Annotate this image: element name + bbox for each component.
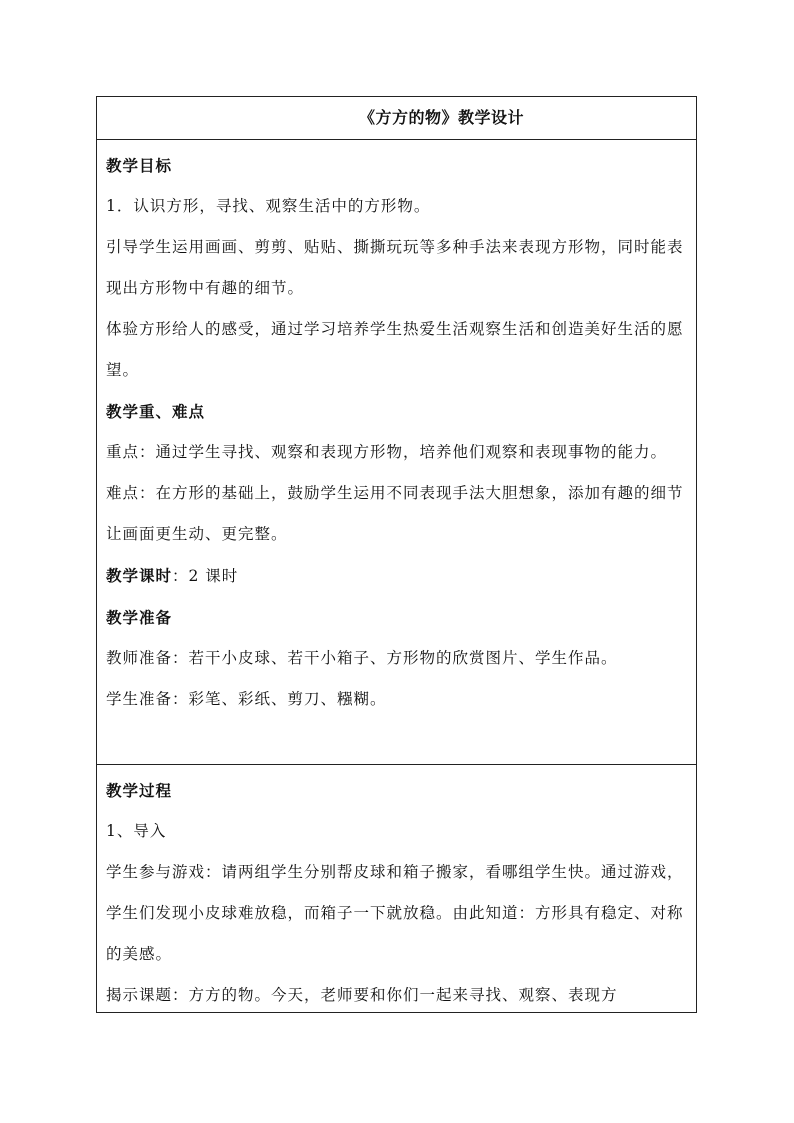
student-prep: 学生准备：彩笔、彩纸、剪刀、糨糊。 [106, 690, 387, 708]
document-title: 《方方的物》教学设计 [358, 108, 524, 127]
hours-label: 教学课时 [106, 566, 173, 585]
objective-1: 1．认识方形，寻找、观察生活中的方形物。 [106, 197, 431, 215]
objectives-heading: 教学目标 [106, 156, 173, 175]
objective-3: 体验方形给人的感受，通过学习培养学生热爱生活观察生活和创造美好生活的愿望。 [106, 320, 684, 379]
overview-cell [97, 139, 696, 764]
process-cell [97, 764, 696, 1012]
reveal-text: 揭示课题：方方的物。今天，老师要和你们一起来寻找、观察、表现方 [106, 986, 618, 1004]
hours-value: ：2 课时 [172, 567, 239, 585]
step-1: 1、导入 [106, 822, 167, 840]
lesson-plan-table [96, 96, 697, 1013]
keypoints-heading: 教学重、难点 [106, 402, 206, 421]
objective-2: 引导学生运用画画、剪剪、贴贴、撕撕玩玩等多种手法来表现方形物，同时能表现出方形物中有趣的细节。 [106, 238, 684, 297]
keypoint-text: 重点：通过学生寻找、观察和表现方形物，培养他们观察和表现事物的能力。 [106, 443, 668, 461]
difficulty-text: 难点：在方形的基础上，鼓励学生运用不同表现手法大胆想象，添加有趣的细节让画面更生动、更完整。 [106, 484, 684, 543]
process-heading: 教学过程 [106, 781, 173, 800]
game-text: 学生参与游戏：请两组学生分别帮皮球和箱子搬家，看哪组学生快。通过游戏，学生们发现小皮球难放稳，而箱子一下就放稳。由此知道：方形具有稳定、对称的美感。 [106, 863, 684, 963]
prep-heading: 教学准备 [106, 608, 173, 627]
title-cell [97, 97, 696, 139]
class-hours [106, 555, 687, 597]
teacher-prep: 教师准备：若干小皮球、若干小箱子、方形物的欣赏图片、学生作品。 [106, 649, 618, 667]
